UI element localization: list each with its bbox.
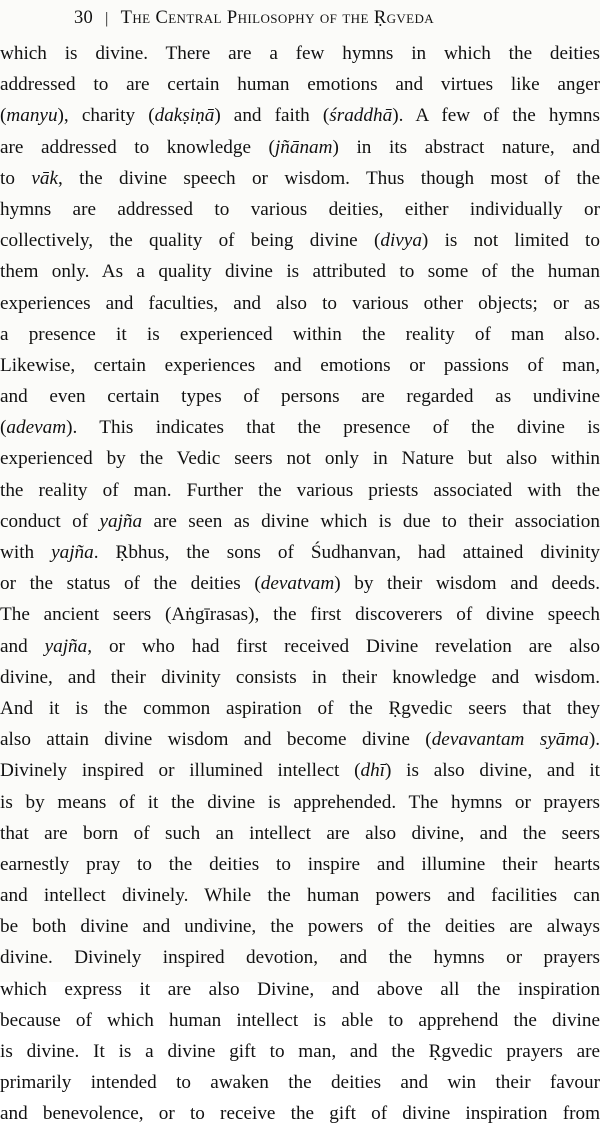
- text-line: conduct of yajña are seen as divine which is due to their association: [0, 510, 600, 532]
- text-line: to vāk, the divine speech or wisdom. Thus though most of the: [0, 167, 600, 189]
- text-line: collectively, the quality of being divine (divya) is not limited to: [0, 230, 600, 252]
- text-line: (adevam). This indicates that the presence of the divine is: [0, 417, 600, 439]
- text-line: is by means of it the divine is apprehended. The hymns or prayers: [0, 791, 600, 813]
- text-line: And it is the common aspiration of the Ṛgvedic seers that they: [0, 697, 600, 719]
- text-line: (manyu), charity (dakṣiṇā) and faith (śraddhā). A few of the hymns: [0, 105, 600, 127]
- text-line: also attain divine wisdom and become divine (devavantam syāma).: [0, 729, 600, 751]
- running-header: [74, 5, 600, 31]
- text-line: the reality of man. Further the various priests associated with the: [0, 479, 600, 501]
- text-line: experiences and faculties, and also to various other objects; or as: [0, 292, 600, 314]
- text-line: with yajña. Ṛbhus, the sons of Śudhanvan, had attained divinity: [0, 542, 600, 563]
- text-line: hymns are addressed to various deities, either individually or: [0, 198, 600, 220]
- running-title: The Central Philosophy of the Ṛgveda: [120, 8, 435, 28]
- text-line: that are born of such an intellect are also divine, and the seers: [0, 822, 600, 844]
- body-text: [0, 38, 600, 1130]
- text-line: and yajña, or who had first received Divine revelation are also: [0, 635, 600, 657]
- text-line: is divine. It is a divine gift to man, and the Ṛgvedic prayers are: [0, 1041, 600, 1062]
- text-line: them only. As a quality divine is attributed to some of the human: [0, 261, 600, 283]
- text-line: be both divine and undivine, the powers of the deities are always: [0, 916, 600, 938]
- text-line: and even certain types of persons are regarded as undivine: [0, 386, 600, 408]
- text-line: Likewise, certain experiences and emotions or passions of man,: [0, 354, 600, 376]
- text-line: a presence it is experienced within the reality of man also.: [0, 323, 600, 345]
- text-line: earnestly pray to the deities to inspire and illumine their hearts: [0, 853, 600, 875]
- text-line: primarily intended to awaken the deities and win their favour: [0, 1072, 600, 1094]
- text-line: and intellect divinely. While the human powers and facilities can: [0, 885, 600, 907]
- text-line: divine. Divinely inspired devotion, and the hymns or prayers: [0, 947, 600, 969]
- text-line: addressed to are certain human emotions and virtues like anger: [0, 74, 600, 96]
- header-separator: |: [105, 10, 109, 27]
- text-line: or the status of the deities (devatvam) by their wisdom and deeds.: [0, 573, 600, 595]
- text-line: Divinely inspired or illumined intellect (dhī) is also divine, and it: [0, 760, 600, 782]
- text-line: divine, and their divinity consists in their knowledge and wisdom.: [0, 666, 600, 688]
- text-line: The ancient seers (Aṅgīrasas), the first discoverers of divine speech: [0, 604, 600, 626]
- text-line: are addressed to knowledge (jñānam) in its abstract nature, and: [0, 136, 600, 158]
- text-line: which is divine. There are a few hymns in which the deities: [0, 43, 600, 64]
- text-line: and benevolence, or to receive the gift of divine inspiration from: [0, 1103, 600, 1125]
- text-line: experienced by the Vedic seers not only in Nature but also within: [0, 448, 600, 470]
- text-line: because of which human intellect is able to apprehend the divine: [0, 1009, 600, 1031]
- text-line: which express it are also Divine, and above all the inspiration: [0, 978, 600, 1000]
- page-number: 30: [74, 8, 94, 28]
